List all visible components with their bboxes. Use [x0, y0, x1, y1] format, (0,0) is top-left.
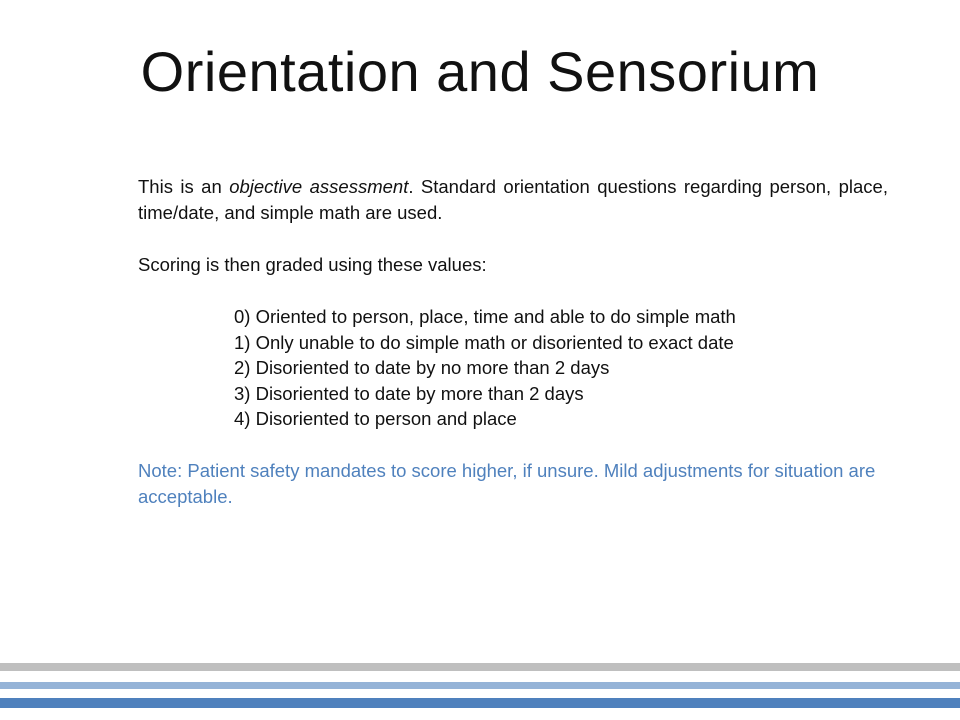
intro-text-before: This is an: [138, 176, 230, 197]
footer-bar-gray: [0, 663, 960, 671]
scale-item-4: 4) Disoriented to person and place: [234, 408, 517, 429]
scale-item-0: 0) Oriented to person, place, time and able to do simple math: [234, 306, 736, 327]
slide-title: Orientation and Sensorium: [140, 40, 820, 103]
scoring-scale-list: [138, 304, 888, 432]
footer-bar-dark-blue: [0, 698, 960, 708]
scale-item-2: 2) Disoriented to date by no more than 2 days: [234, 357, 610, 378]
scale-item-1: 1) Only unable to do simple math or disoriented to exact date: [234, 331, 734, 353]
scoring-intro: Scoring is then graded using these values:: [138, 254, 487, 275]
slide-body: [138, 174, 888, 510]
scale-item-3: 3) Disoriented to date by more than 2 days: [234, 382, 584, 404]
footer-bar-light-blue: [0, 682, 960, 689]
intro-paragraph: [138, 174, 888, 226]
intro-emphasis: objective assessment: [229, 176, 409, 197]
safety-note: Note: Patient safety mandates to score higher, if unsure. Mild adjustments for situation are acceptable.: [138, 459, 876, 507]
intro-text-after: . Standard orientation questions regarding person, place, time/date, and simple math are used.: [138, 176, 888, 223]
